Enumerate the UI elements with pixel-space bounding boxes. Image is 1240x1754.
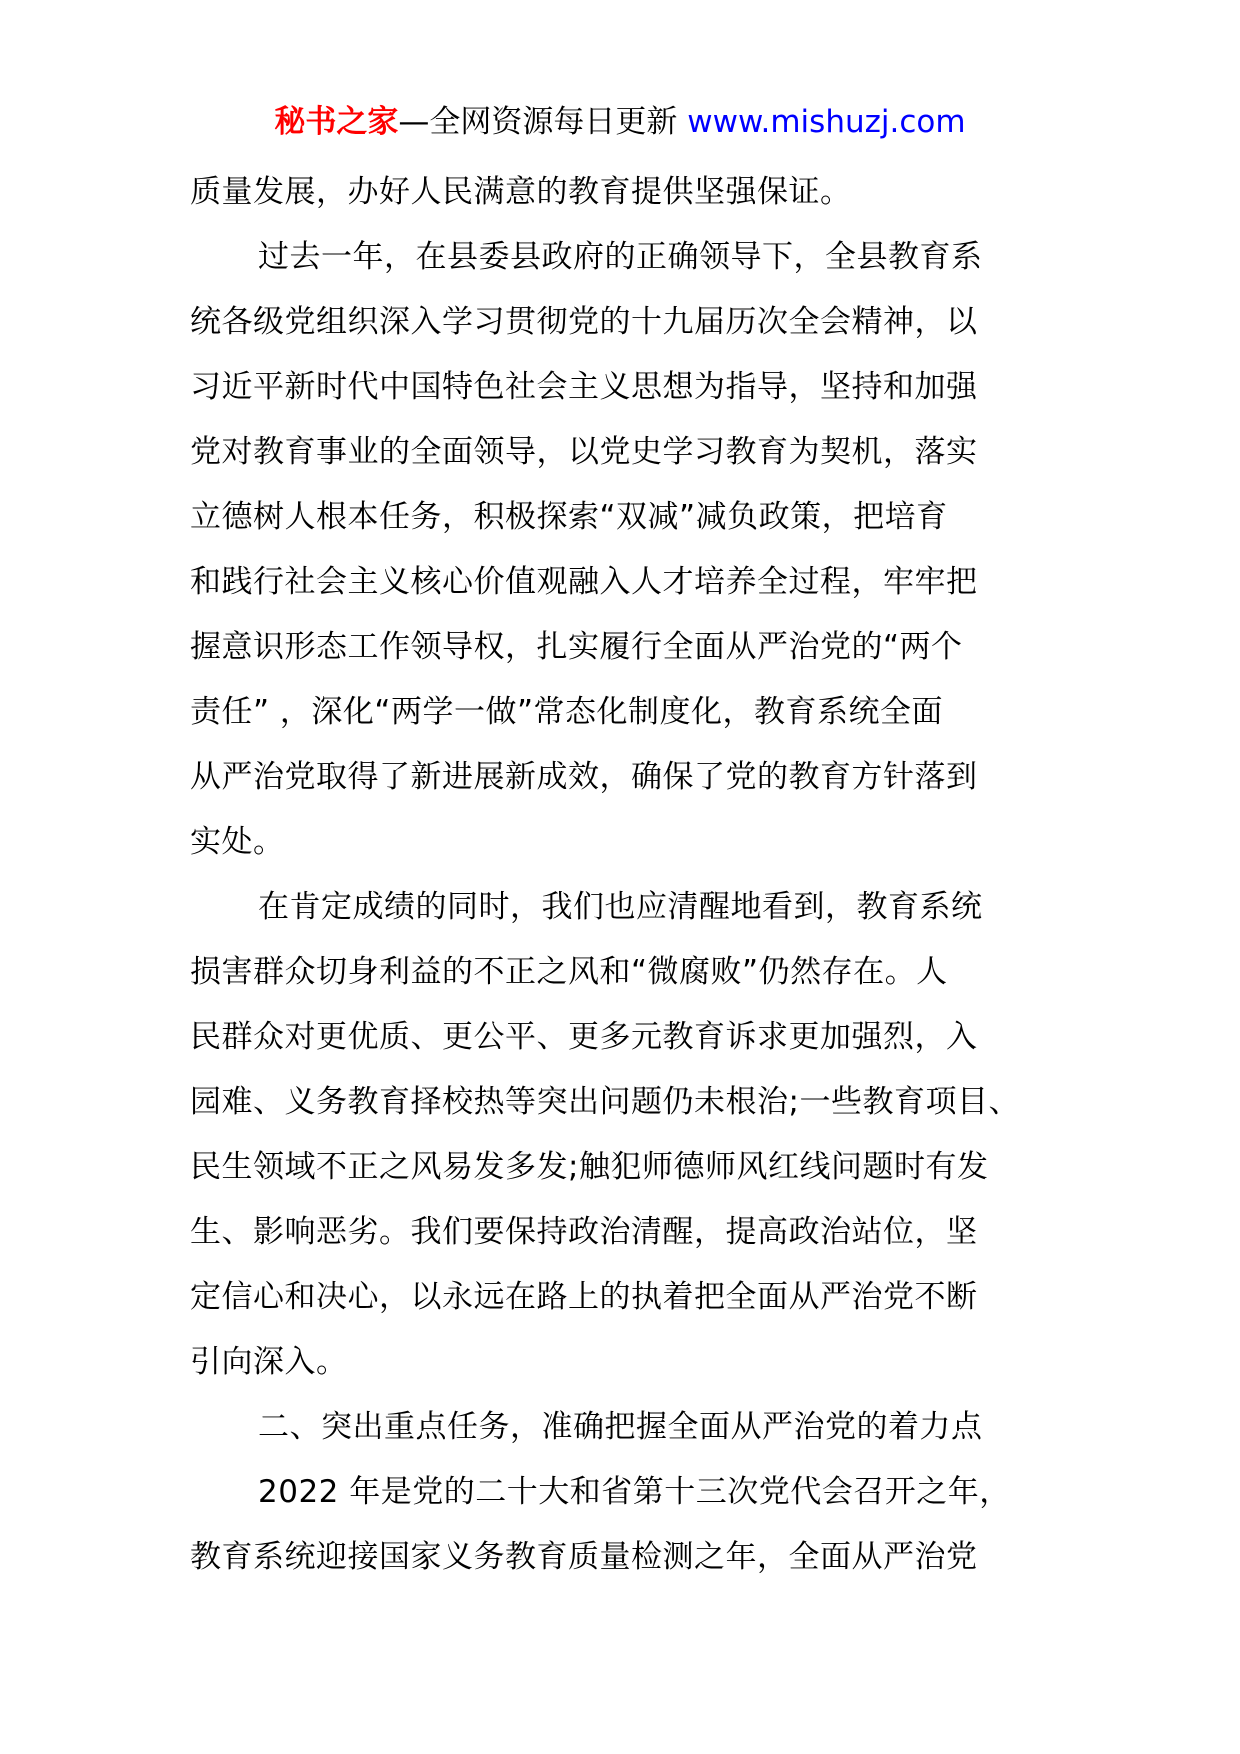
text-line: 从严治党取得了新进展新成效，确保了党的教育方针落到 bbox=[190, 759, 978, 795]
text-line: 统各级党组织深入学习贯彻党的十九届历次全会精神，以 bbox=[190, 304, 978, 340]
text-line: 损害群众切身利益的不正之风和“微腐败”仍然存在。人 bbox=[190, 954, 948, 990]
text-line: 生、影响恶劣。我们要保持政治清醒，提高政治站位，坚 bbox=[190, 1214, 978, 1250]
text-line: 和践行社会主义核心价值观融入人才培养全过程，牢牢把 bbox=[190, 564, 978, 600]
page-header bbox=[0, 100, 1240, 144]
text-line: 习近平新时代中国特色社会主义思想为指导，坚持和加强 bbox=[190, 369, 978, 405]
text-line: 民群众对更优质、更公平、更多元教育诉求更加强烈，入 bbox=[190, 1019, 978, 1055]
text-line: 握意识形态工作领导权，扎实履行全面从严治党的“两个 bbox=[190, 629, 963, 665]
header-url-link[interactable]: www.mishuzj.com bbox=[687, 104, 966, 140]
text-line: 定信心和决心，以永远在路上的执着把全面从严治党不断 bbox=[190, 1279, 978, 1315]
text-line: 过去一年，在县委县政府的正确领导下，全县教育系 bbox=[258, 239, 983, 275]
text-line: 责任” ，深化“两学一做”常态化制度化，教育系统全面 bbox=[190, 694, 944, 730]
text-line: 质量发展，办好人民满意的教育提供坚强保证。 bbox=[190, 174, 852, 210]
header-tagline: —全网资源每日更新 bbox=[398, 104, 678, 140]
text-line: 引向深入。 bbox=[190, 1344, 348, 1380]
brand-name: 秘书之家 bbox=[274, 104, 399, 140]
text-line: 园难、义务教育择校热等突出问题仍未根治;一些教育项目、 bbox=[190, 1084, 1020, 1120]
text-line: 在肯定成绩的同时，我们也应清醒地看到，教育系统 bbox=[258, 889, 983, 925]
text-line: 民生领域不正之风易发多发;触犯师德师风红线问题时有发 bbox=[190, 1149, 989, 1185]
text-line: 2022 年是党的二十大和省第十三次党代会召开之年， bbox=[258, 1474, 1011, 1510]
text-line: 实处。 bbox=[190, 824, 285, 860]
text-line: 党对教育事业的全面领导，以党史学习教育为契机，落实 bbox=[190, 434, 978, 470]
document-body bbox=[190, 160, 1060, 1590]
text-line: 教育系统迎接国家义务教育质量检测之年，全面从严治党 bbox=[190, 1539, 978, 1575]
text-line: 立德树人根本任务，积极探索“双减”减负政策，把培育 bbox=[190, 499, 948, 535]
section-heading: 二、突出重点任务，准确把握全面从严治党的着力点 bbox=[258, 1409, 983, 1445]
